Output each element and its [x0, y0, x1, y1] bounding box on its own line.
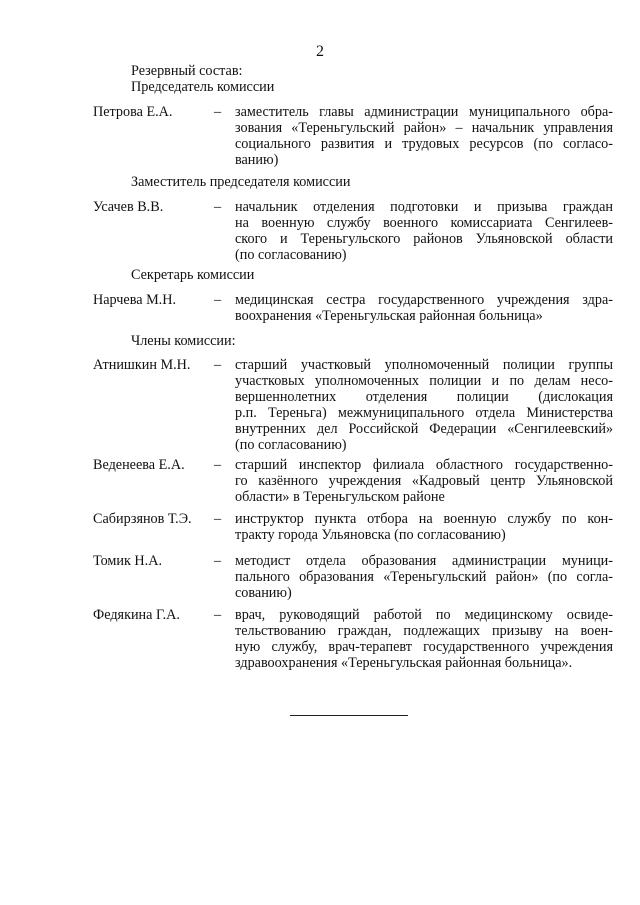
- description-line: на военную службу военного комиссариата Сенгилеев-: [235, 215, 613, 231]
- description-line: медицинская сестра государственного учреждения здра-: [235, 292, 613, 308]
- description-line: внутренних дел Российской Федерации «Сенгилеевский»: [235, 421, 613, 437]
- dash: –: [214, 457, 222, 473]
- member-description: [235, 292, 613, 324]
- dash: –: [214, 292, 222, 308]
- description-line: методист отдела образования администрации муници-: [235, 553, 613, 569]
- dash: –: [214, 357, 222, 373]
- dash: –: [214, 104, 222, 120]
- heading-reserve: Резервный состав:: [131, 63, 243, 79]
- member-description: [235, 199, 613, 263]
- description-line: зования «Тереньгульский район» – начальник управления: [235, 120, 613, 136]
- description-line: инструктор пункта отбора на военную службу по кон-: [235, 511, 613, 527]
- end-separator-line: [290, 715, 408, 716]
- description-line: врач, руководящий работой по медицинскому освиде-: [235, 607, 613, 623]
- description-line: ванию): [235, 152, 279, 168]
- description-line: заместитель главы администрации муниципального обра-: [235, 104, 613, 120]
- heading-members: Члены комиссии:: [131, 333, 236, 349]
- description-line: сованию): [235, 585, 292, 601]
- page-number: 2: [316, 43, 324, 60]
- description-line: социального развития и трудовых ресурсов (по согласо-: [235, 136, 613, 152]
- heading-secretary: Секретарь комиссии: [131, 267, 255, 283]
- member-description: [235, 607, 613, 671]
- description-line: пального образования «Тереньгульский район» (по согла-: [235, 569, 613, 585]
- description-line: ную службу, врач-терапевт государственного учреждения: [235, 639, 613, 655]
- heading-deputy: Заместитель председателя комиссии: [131, 174, 351, 190]
- description-line: тракту города Ульяновска (по согласованию): [235, 527, 506, 543]
- member-name: Федякина Г.А.: [93, 607, 180, 623]
- description-line: го казённого учреждения «Кадровый центр Ульяновской: [235, 473, 613, 489]
- description-line: р.п. Тереньга) межмуниципального отдела Министерства: [235, 405, 613, 421]
- description-line: области» в Тереньгульском районе: [235, 489, 445, 505]
- member-name: Сабирзянов Т.Э.: [93, 511, 192, 527]
- description-line: ского и Тереньгульского районов Ульяновской области: [235, 231, 613, 247]
- dash: –: [214, 553, 222, 569]
- member-name: Нарчева М.Н.: [93, 292, 177, 308]
- member-description: [235, 457, 613, 505]
- description-line: (по согласованию): [235, 437, 347, 453]
- description-line: начальник отделения подготовки и призыва граждан: [235, 199, 613, 215]
- member-name: Томик Н.А.: [93, 553, 163, 569]
- member-name: Петрова Е.А.: [93, 104, 173, 120]
- member-name: Усачев В.В.: [93, 199, 164, 215]
- description-line: старший инспектор филиала областного государственно-: [235, 457, 613, 473]
- description-line: тельствованию граждан, подлежащих призыву на воен-: [235, 623, 613, 639]
- dash: –: [214, 199, 222, 215]
- member-description: [235, 104, 613, 168]
- heading-chairman: Председатель комиссии: [131, 79, 275, 95]
- description-line: вершеннолетних отделения полиции (дислокация: [235, 389, 613, 405]
- dash: –: [214, 607, 222, 623]
- description-line: участковых уполномоченных полиции и по делам несо-: [235, 373, 613, 389]
- member-description: [235, 511, 613, 543]
- member-name: Веденеева Е.А.: [93, 457, 185, 473]
- member-description: [235, 357, 613, 453]
- description-line: здравоохранения «Тереньгульская районная больница».: [235, 655, 573, 671]
- member-description: [235, 553, 613, 601]
- member-name: Атнишкин М.Н.: [93, 357, 191, 373]
- description-line: воохранения «Тереньгульская районная больница»: [235, 308, 543, 324]
- description-line: старший участковый уполномоченный полиции группы: [235, 357, 613, 373]
- dash: –: [214, 511, 222, 527]
- description-line: (по согласованию): [235, 247, 347, 263]
